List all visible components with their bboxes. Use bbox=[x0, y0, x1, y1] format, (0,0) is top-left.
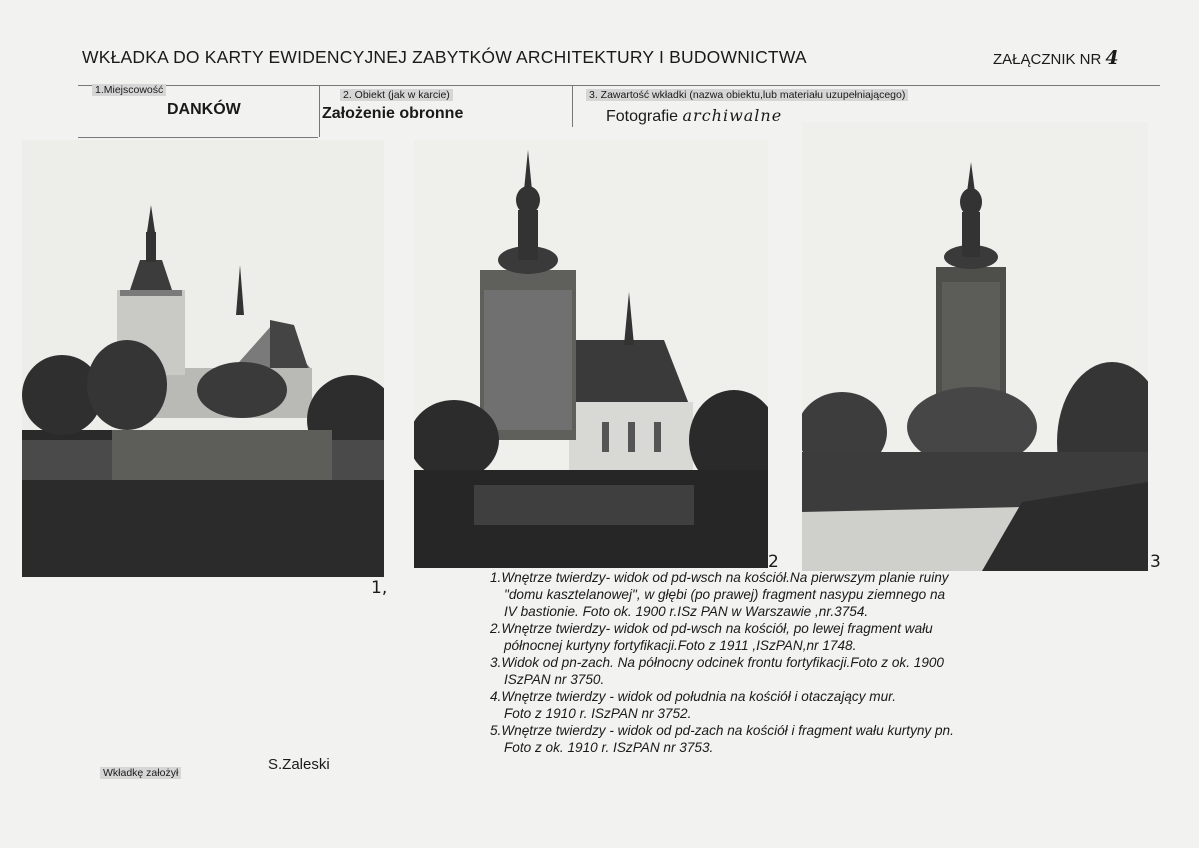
caption-2-line-1: 2.Wnętrze twierdzy- widok od pd-wsch na kościół, po lewej fragment wału bbox=[490, 621, 933, 636]
photo-3-number: 3 bbox=[1150, 552, 1161, 572]
photo-3 bbox=[802, 122, 1148, 571]
caption-1-line-1: 1.Wnętrze twierdzy- widok od pd-wsch na kościół.Na pierwszym planie ruiny bbox=[490, 570, 949, 585]
photo-2 bbox=[414, 140, 768, 568]
photo-1 bbox=[22, 140, 384, 577]
author-name: S.Zaleski bbox=[268, 756, 330, 773]
header-rule bbox=[78, 85, 1160, 86]
caption-4-line-1: 4.Wnętrze twierdzy - widok od południa na kościół i otaczający mur. bbox=[490, 689, 896, 704]
caption-2-line-2: północnej kurtyny fortyfikacji.Foto z 1911 ,ISzPAN,nr 1748. bbox=[504, 638, 857, 653]
caption-3-line-1: 3.Widok od pn-zach. Na północny odcinek frontu fortyfikacji.Foto z ok. 1900 bbox=[490, 655, 944, 670]
document-title: WKŁADKA DO KARTY EWIDENCYJNEJ ZABYTKÓW ARCHITEKTURY I BUDOWNICTWA bbox=[82, 47, 807, 67]
caption-5-line-2: Foto z ok. 1910 r. ISzPAN nr 3753. bbox=[504, 740, 714, 755]
caption-5-line-1: 5.Wnętrze twierdzy - widok od pd-zach na kościół i fragment wału kurtyny pn. bbox=[490, 723, 954, 738]
locality-label: 1.Miejscowość bbox=[92, 84, 166, 96]
caption-1-line-2: "domu kasztelanowej", w głębi (po prawej) fragment nasypu ziemnego na bbox=[504, 587, 946, 602]
photo-captions bbox=[490, 569, 1050, 756]
photo-1-number: 1, bbox=[371, 578, 388, 598]
content-value bbox=[606, 106, 782, 126]
field-divider-1 bbox=[319, 85, 320, 137]
founded-by-label: Wkładkę założył bbox=[100, 767, 181, 779]
photo-2-image bbox=[414, 140, 768, 568]
content-label: 3. Zawartość wkładki (nazwa obiektu,lub materiału uzupełniającego) bbox=[586, 89, 908, 101]
annex-number: 4 bbox=[1105, 47, 1119, 69]
caption-4-line-2: Foto z 1910 r. ISzPAN nr 3752. bbox=[504, 706, 692, 721]
field-divider-2 bbox=[572, 85, 573, 127]
object-label: 2. Obiekt (jak w karcie) bbox=[340, 89, 453, 101]
annex-label bbox=[993, 47, 1119, 69]
photo-2-number: 2 bbox=[768, 552, 779, 572]
photo-1-image bbox=[22, 140, 384, 577]
field-bottom-rule bbox=[78, 137, 318, 138]
photo-3-image bbox=[802, 122, 1148, 571]
object-value: Założenie obronne bbox=[322, 105, 464, 122]
caption-3-line-2: ISzPAN nr 3750. bbox=[504, 672, 605, 687]
content-value-text: Fotografie bbox=[606, 108, 679, 125]
locality-value: DANKÓW bbox=[167, 101, 241, 118]
content-handwritten-note: archiwalne bbox=[682, 106, 783, 125]
annex-label-text: ZAŁĄCZNIK NR bbox=[993, 51, 1102, 68]
caption-1-line-3: IV bastionie. Foto ok. 1900 r.ISz PAN w Warszawie ,nr.3754. bbox=[504, 604, 869, 619]
